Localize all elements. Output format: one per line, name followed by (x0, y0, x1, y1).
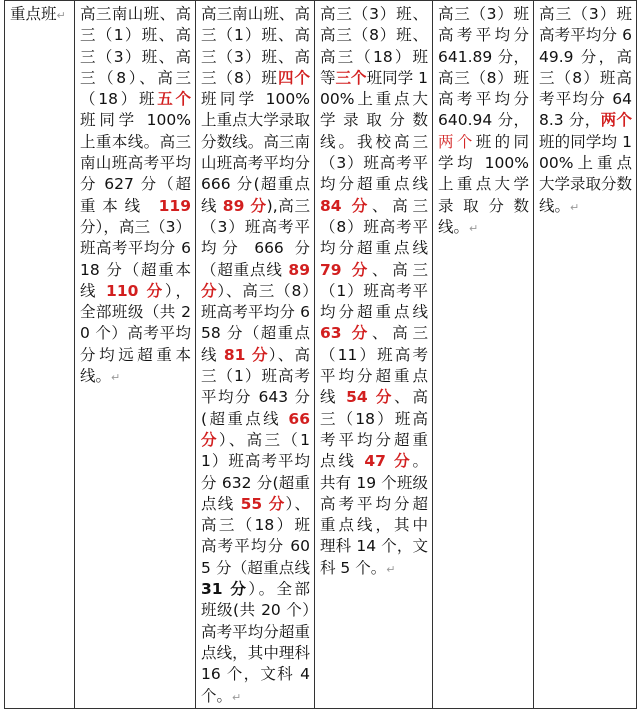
highlighted-text: 89 分 (222, 196, 267, 215)
cell-text: ），全部班级（共 20 个）高考平均分均远超重本线。 (80, 281, 191, 386)
highlighted-text: 54 分 (346, 388, 395, 407)
cell-text: ）。全部班级(共 20 个）高考平均分超重点线，其中理科 16 个，文科 4 个。 (201, 580, 310, 705)
paragraph-mark-icon: ↵ (469, 221, 479, 235)
table-cell (75, 1, 196, 709)
highlighted-text: 84 分 (320, 196, 372, 215)
paragraph-mark-icon: ↵ (111, 371, 121, 385)
cell-text: 高三（3）班高考平均分 641.89 分，高三（8）班高考平均分 640.94 分， (438, 5, 529, 130)
highlighted-text: 四个 (277, 68, 310, 87)
table-cell (433, 1, 534, 709)
table-row (5, 1, 637, 709)
paragraph-mark-icon: ↵ (232, 690, 242, 704)
highlighted-text: 89 分 (201, 260, 310, 300)
highlighted-text: 79 分 (320, 260, 372, 279)
cell-text: 、高三（18）班高考平均分超重点线 (320, 388, 428, 471)
highlighted-text: 110 分 (106, 281, 165, 300)
cell-text: 、高三（8）班高考平均分超重点线 (320, 196, 428, 258)
table-cell (534, 1, 637, 709)
highlighted-text: 两个 (600, 111, 632, 130)
cell-text: ）、高三（8）班高考平均分 658 分（超重点线 (201, 281, 310, 364)
cell-text: 、高三（11）班高考平均分超重点线 (320, 324, 428, 407)
paragraph-mark-icon: ↵ (56, 9, 66, 22)
highlighted-text: 81 分 (223, 345, 269, 364)
cell-text: ),高三（3）班高考平均分 666 分（超重点线 (201, 196, 310, 279)
cell-text: 高三（3）班、高三（8）班、高三（18）班等 (320, 5, 428, 87)
cell-text: ）、高三（11）班高考平均分 632 分(超重点线 (201, 430, 310, 513)
highlighted-text: 两个 (438, 132, 476, 151)
cell-text: 班同学 100%上重点大学录取分数线。我校高三（3）班高考平均分超重点线 (320, 68, 428, 194)
cell-text: ）、高三（1）班高考平均分 643 分(超重点线 (201, 345, 310, 428)
row-label: 重点班 (10, 5, 57, 23)
cell-text: 班同学 100%上重本线。高三南山班高考平均分 627 分（超重本线 (80, 111, 191, 215)
paragraph-mark-icon: ↵ (386, 562, 396, 576)
row-label-cell (5, 1, 75, 709)
cell-text: 高三南山班、高三（1）班、高三（3）班、高三（8）班 (201, 5, 310, 87)
table-cell (196, 1, 315, 709)
highlighted-text: 47 分 (364, 452, 413, 471)
highlighted-text: 三个 (335, 68, 367, 87)
cell-text: 、高三（1）班高考平均分超重点线 (320, 260, 428, 322)
highlighted-text: 119 (158, 196, 191, 215)
highlighted-text: 63 分 (320, 324, 372, 343)
cell-text: 班同学 100%上重点大学录取分数线。高三南山班高考平均分 666 分(超重点线 (201, 90, 310, 215)
highlighted-text: 66 分 (201, 409, 310, 449)
cell-text: 31 分 (201, 580, 249, 599)
cell-text: 高三（3）班高考平均分 649.9 分，高三（8）班高考平均分 648.3 分， (539, 5, 632, 130)
cell-text: 班的同学均 100%上重点大学录取分数线。 (438, 132, 529, 236)
cell-text: 班的同学均 100%上重点大学录取分数线。 (539, 132, 633, 215)
cell-text: ）、高三（18）班高考平均分 605 分（超重点线 (201, 494, 310, 577)
cell-text: 。共有 19 个班级高考平均分超重点线，其中理科 14 个，文科 5 个。 (320, 452, 428, 577)
cell-text: 高三南山班、高三（1）班、高三（3）班、高三（8）、高三（18）班 (80, 5, 191, 109)
table-cell (315, 1, 433, 709)
results-table (4, 0, 637, 709)
cell-text: 分），高三（3）班高考平均分 618 分（超重本线 (80, 217, 191, 300)
paragraph-mark-icon: ↵ (570, 200, 580, 214)
highlighted-text: 55 分 (240, 494, 286, 513)
highlighted-text: 五个 (157, 90, 191, 109)
